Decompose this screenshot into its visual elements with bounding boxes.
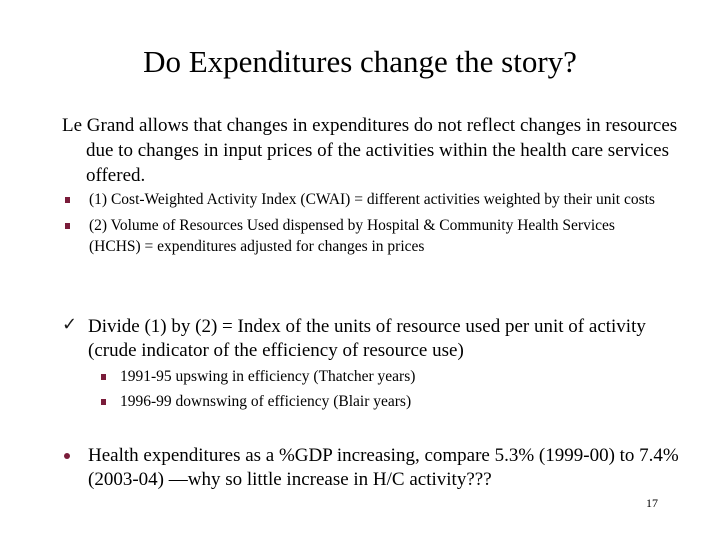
square-bullet-icon <box>101 399 106 405</box>
check-bullet-item <box>62 315 698 363</box>
square-bullet-icon <box>65 223 70 229</box>
list-item-text: 1996-99 downswing of efficiency (Blair years) <box>120 393 412 410</box>
square-bullet-icon <box>65 197 70 203</box>
round-bullet-icon <box>64 453 70 459</box>
list-item <box>62 215 662 257</box>
list-item <box>98 366 658 387</box>
list-item-text: (2) Volume of Resources Used dispensed by Hospital & Community Health Services (HCHS) = expenditures adjusted for changes in prices <box>89 217 615 255</box>
check-mark-icon: ✓ <box>62 314 78 335</box>
list-item-text: (1) Cost-Weighted Activity Index (CWAI) = different activities weighted by their unit costs <box>89 191 655 208</box>
list-item-text: 1991-95 upswing in efficiency (Thatcher years) <box>120 368 416 385</box>
dot-bullet-text: Health expenditures as a %GDP increasing, compare 5.3% (1999-00) to 7.4% (2003-04) —why so little increase in H/C activity??? <box>88 445 679 490</box>
page-number: 17 <box>646 496 658 510</box>
check-sub-bullet-list <box>98 366 658 416</box>
intro-paragraph: Le Grand allows that changes in expenditures do not reflect changes in resources due to changes in input prices of the activities within the health care services offered. <box>62 115 678 186</box>
square-bullet-icon <box>101 374 106 380</box>
list-item <box>62 189 662 210</box>
check-bullet-text: Divide (1) by (2) = Index of the units of resource used per unit of activity (crude indicator of the efficiency of resource use) <box>88 316 646 361</box>
slide-title: Do Expenditures change the story? <box>143 44 577 79</box>
sub-bullet-list <box>62 189 662 262</box>
list-item <box>98 391 658 412</box>
dot-bullet-item <box>62 444 698 492</box>
